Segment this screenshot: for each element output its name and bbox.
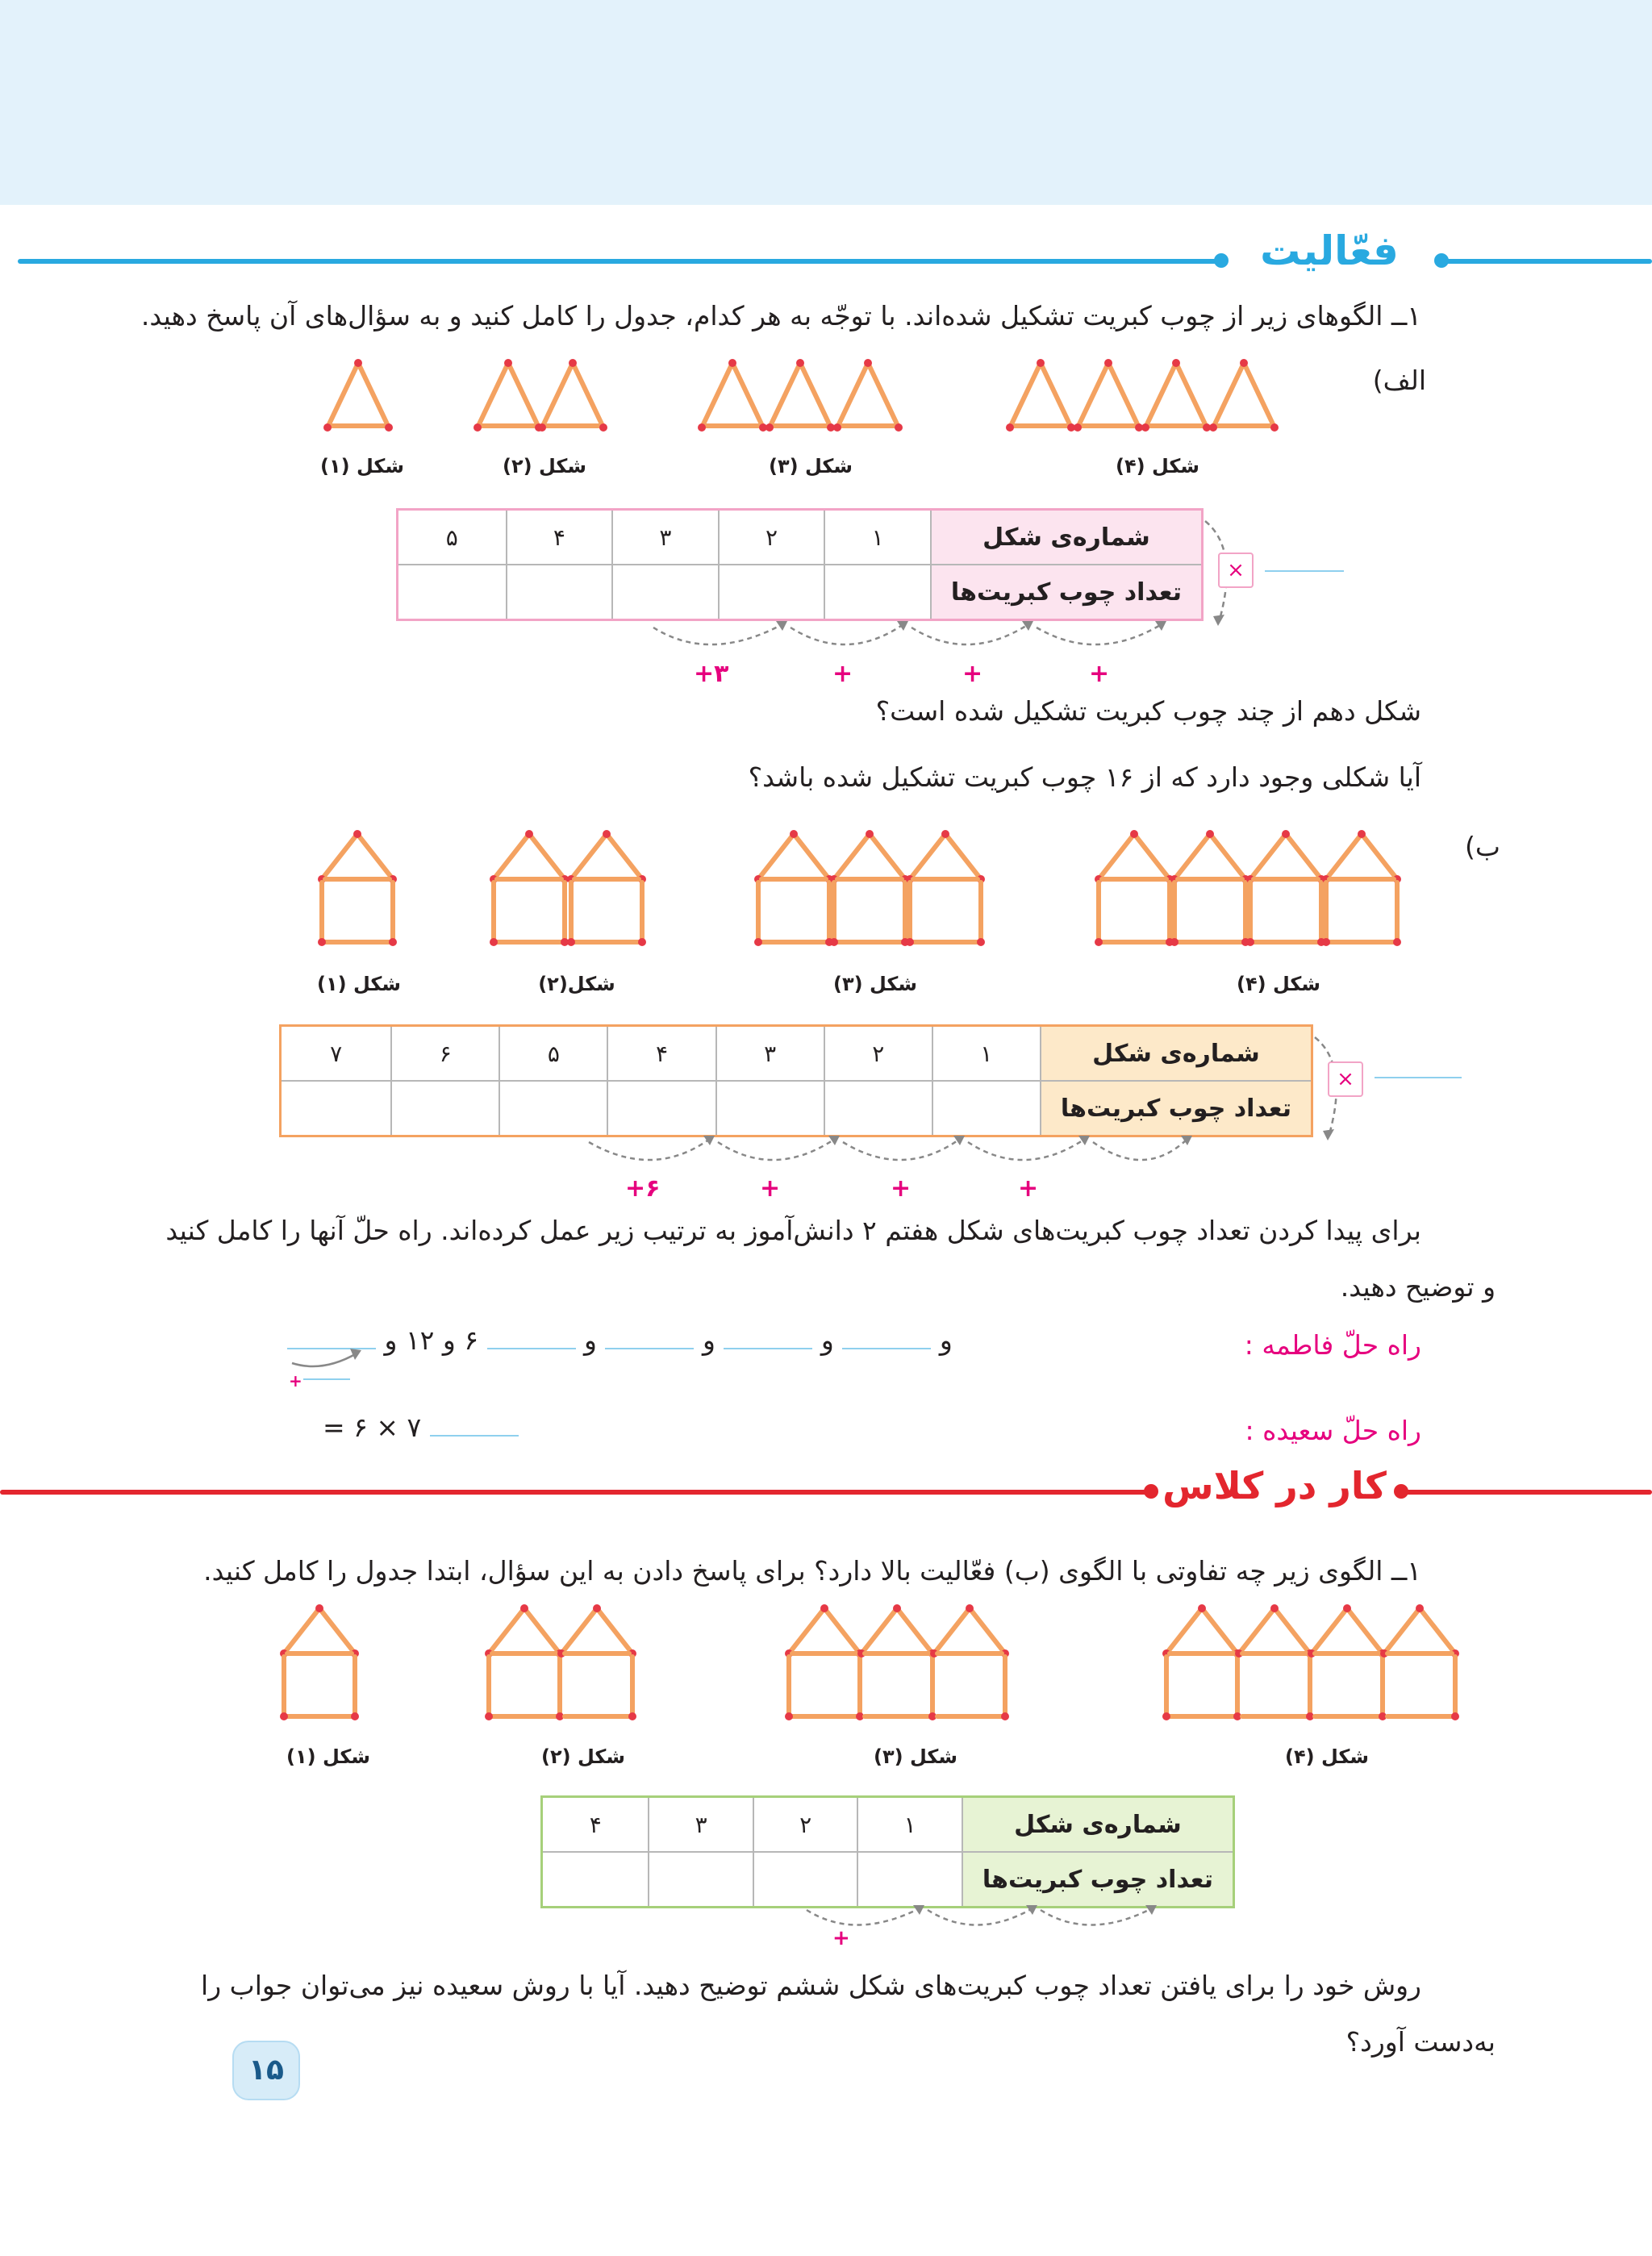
- classwork-question-1: ۱ــ الگوی زیر چه تفاوتی با الگوی (ب) فعّالیت بالا دارد؟ برای پاسخ دادن به این سؤال، ابتدا جدول را کامل کنید.: [203, 1555, 1421, 1587]
- classwork-table-cell-number: ۳: [649, 1797, 753, 1853]
- fatemeh-and: و: [584, 1324, 597, 1356]
- fatemeh-and: و: [702, 1324, 715, 1356]
- part-b-table-cell-number: ۵: [499, 1026, 607, 1082]
- activity-header-dot-left: [1214, 253, 1229, 268]
- activity-title: فعّالیت: [1260, 227, 1399, 274]
- part-b-table-answer-cell[interactable]: [499, 1081, 607, 1136]
- open-house-figure-1: [280, 1604, 359, 1720]
- part-a-table-cell-number: ۴: [507, 510, 613, 565]
- part-a-table: [396, 508, 1204, 621]
- fatemeh-blank[interactable]: [724, 1348, 812, 1349]
- part-a-table-header-count: تعداد چوب کبریت‌ها: [931, 565, 1203, 620]
- part-b-label: ب): [1465, 831, 1500, 862]
- classwork-table-cell-number: ۴: [542, 1797, 649, 1853]
- part-a-table-answer-cell[interactable]: [719, 565, 825, 620]
- classwork-table-header-number: شماره‌ی شکل: [962, 1797, 1234, 1853]
- activity-header-line-left: [18, 259, 1218, 264]
- open-house-pattern: [0, 1603, 1652, 1724]
- part-a-table-cell-number: ۱: [824, 510, 931, 565]
- classwork-step-label: +: [832, 1926, 850, 1950]
- part-a-table-answer-cell[interactable]: [824, 565, 931, 620]
- part-a-table-cell-number: ۳: [612, 510, 719, 565]
- part-a-step-label: +: [962, 660, 983, 688]
- part-b-table-answer-cell[interactable]: [932, 1081, 1041, 1136]
- house-figure-4: [1095, 830, 1401, 946]
- part-a-figure-label-2: شکل (۲): [503, 455, 586, 477]
- part-b-table-header-number: شماره‌ی شکل: [1041, 1026, 1312, 1082]
- part-a-question-10th: شکل دهم از چند چوب کبریت تشکیل شده است؟: [875, 695, 1421, 727]
- part-a-step-label: +: [1089, 660, 1110, 688]
- triangle-figure-2: [473, 359, 607, 432]
- part-b-table-cell-number: ۷: [281, 1026, 392, 1082]
- part-a-table-header-number: شماره‌ی شکل: [931, 510, 1203, 565]
- triangle-figure-1: [323, 359, 393, 432]
- part-b-table-answer-cell[interactable]: [824, 1081, 932, 1136]
- page-number-badge: [232, 2041, 300, 2100]
- part-a-figure-label-1: شکل (۱): [320, 455, 404, 477]
- saideh-answer-blank[interactable]: [430, 1435, 519, 1437]
- part-b-x-box: ×: [1328, 1061, 1363, 1097]
- part-b-step-label: +: [1018, 1174, 1039, 1203]
- part-b-figure-label-4: شکل (۴): [1237, 973, 1320, 995]
- part-b-table-answer-cell[interactable]: [607, 1081, 715, 1136]
- activity-header-line-right: [1444, 259, 1652, 264]
- part-a-figure-label-3: شکل (۳): [769, 455, 853, 477]
- fatemeh-and: و: [939, 1324, 953, 1356]
- triangle-figure-3: [698, 359, 903, 432]
- fatemeh-label: راه حلّ فاطمه :: [1244, 1329, 1421, 1361]
- page-number: ۱۵: [248, 2054, 284, 2087]
- fatemeh-blank[interactable]: [842, 1348, 931, 1349]
- part-a-step-arcs: [645, 613, 1178, 661]
- house-figure-2: [490, 830, 646, 946]
- fatemeh-and: و: [820, 1324, 834, 1356]
- classwork-closing-line-2: به‌دست آورد؟: [1345, 2026, 1496, 2058]
- part-b-step-arcs: [581, 1129, 1194, 1178]
- house-figure-1: [318, 830, 397, 946]
- part-b-table-answer-cell[interactable]: [716, 1081, 824, 1136]
- classwork-table-header-count: تعداد چوب کبریت‌ها: [962, 1852, 1234, 1908]
- part-b-text-line-2: و توضیح دهید.: [1340, 1271, 1496, 1303]
- classwork-table: [540, 1795, 1235, 1908]
- classwork-header-line-left: [0, 1490, 1149, 1495]
- part-b-table-cell-number: ۶: [391, 1026, 499, 1082]
- house-pattern: [0, 829, 1652, 950]
- part-b-table-answer-cell[interactable]: [391, 1081, 499, 1136]
- part-b-table-answer-cell[interactable]: [281, 1081, 392, 1136]
- house-figure-3: [754, 830, 985, 946]
- fatemeh-blank[interactable]: [487, 1348, 576, 1349]
- open-house-figure-3: [785, 1604, 1009, 1720]
- part-a-table-cell-number: ۲: [719, 510, 825, 565]
- triangle-pattern: [0, 355, 1652, 436]
- fatemeh-sequence: [287, 1323, 953, 1358]
- classwork-step-arcs: [799, 1900, 1170, 1941]
- part-b-table-cell-number: ۱: [932, 1026, 1041, 1082]
- classwork-header-line-right: [1404, 1490, 1652, 1495]
- part-a-label: الف): [1372, 365, 1426, 396]
- part-b-step-label: +: [891, 1174, 912, 1203]
- saideh-expression: [323, 1410, 519, 1445]
- classwork-table-answer-cell[interactable]: [857, 1852, 962, 1908]
- part-b-table-cell-number: ۳: [716, 1026, 824, 1082]
- classwork-title: کار در کلاس: [1162, 1464, 1387, 1507]
- saideh-multiplication: ۷ × ۶ =: [323, 1412, 422, 1443]
- part-b-figure-label-3: شکل (۳): [833, 973, 917, 995]
- part-a-table-answer-cell[interactable]: [612, 565, 719, 620]
- classwork-table-answer-cell[interactable]: [649, 1852, 753, 1908]
- fatemeh-given-terms: ۶ و ۱۲ و: [384, 1324, 479, 1356]
- triangle-figure-4: [1006, 359, 1279, 432]
- part-a-table-cell-number: ۵: [398, 510, 507, 565]
- classwork-table-cell-number: ۱: [857, 1797, 962, 1853]
- part-a-x-box: ×: [1218, 553, 1254, 588]
- fatemeh-plus: +: [289, 1371, 302, 1391]
- part-b-step-label: +: [760, 1174, 781, 1203]
- activity-question-1: ۱ــ الگوهای زیر از چوب کبریت تشکیل شده‌اند. با توجّه به هر کدام، جدول را کامل کنید و به سؤال‌های آن پاسخ دهید.: [140, 300, 1421, 332]
- part-b-table-cell-number: ۴: [607, 1026, 715, 1082]
- part-b-table-cell-number: ۲: [824, 1026, 932, 1082]
- saideh-label: راه حلّ سعیده :: [1245, 1415, 1421, 1446]
- classwork-figure-label-4: شکل (۴): [1285, 1745, 1369, 1768]
- part-a-table-answer-cell[interactable]: [507, 565, 613, 620]
- part-b-table: [279, 1024, 1313, 1137]
- classwork-figure-label-3: شکل (۳): [874, 1745, 957, 1768]
- classwork-figure-label-1: شکل (۱): [286, 1745, 370, 1768]
- classwork-figure-label-2: شکل (۲): [541, 1745, 625, 1768]
- part-a-table-answer-cell[interactable]: [398, 565, 507, 620]
- part-b-figure-label-2: شکل(۲): [538, 973, 615, 995]
- classwork-header-dot-left: [1144, 1484, 1158, 1499]
- open-house-figure-4: [1162, 1604, 1459, 1720]
- part-b-text-line-1: برای پیدا کردن تعداد چوب کبریت‌های شکل هفتم ۲ دانش‌آموز به ترتیب زیر عمل کرده‌اند. راه حلّ آنها را کامل کنید: [165, 1215, 1421, 1246]
- classwork-table-answer-cell[interactable]: [542, 1852, 649, 1908]
- part-a-figure-label-4: شکل (۴): [1116, 455, 1199, 477]
- top-banner: [0, 0, 1652, 205]
- part-b-table-header-count: تعداد چوب کبریت‌ها: [1041, 1081, 1312, 1136]
- classwork-closing-line-1: روش خود را برای یافتن تعداد چوب کبریت‌های شکل ششم توضیح دهید. آیا با روش سعیده نیز می‌توان جواب را: [201, 1970, 1421, 2001]
- fatemeh-blank[interactable]: [605, 1348, 694, 1349]
- part-b-step-label: +۶: [625, 1174, 661, 1203]
- part-a-step-label: +۳: [694, 660, 729, 688]
- open-house-figure-2: [485, 1604, 636, 1720]
- part-a-step-label: +: [832, 660, 853, 688]
- part-a-question-16: آیا شکلی وجود دارد که از ۱۶ چوب کبریت تشکیل شده باشد؟: [748, 761, 1421, 793]
- part-b-figure-label-1: شکل (۱): [317, 973, 401, 995]
- classwork-table-cell-number: ۲: [753, 1797, 857, 1853]
- classwork-table-answer-cell[interactable]: [753, 1852, 857, 1908]
